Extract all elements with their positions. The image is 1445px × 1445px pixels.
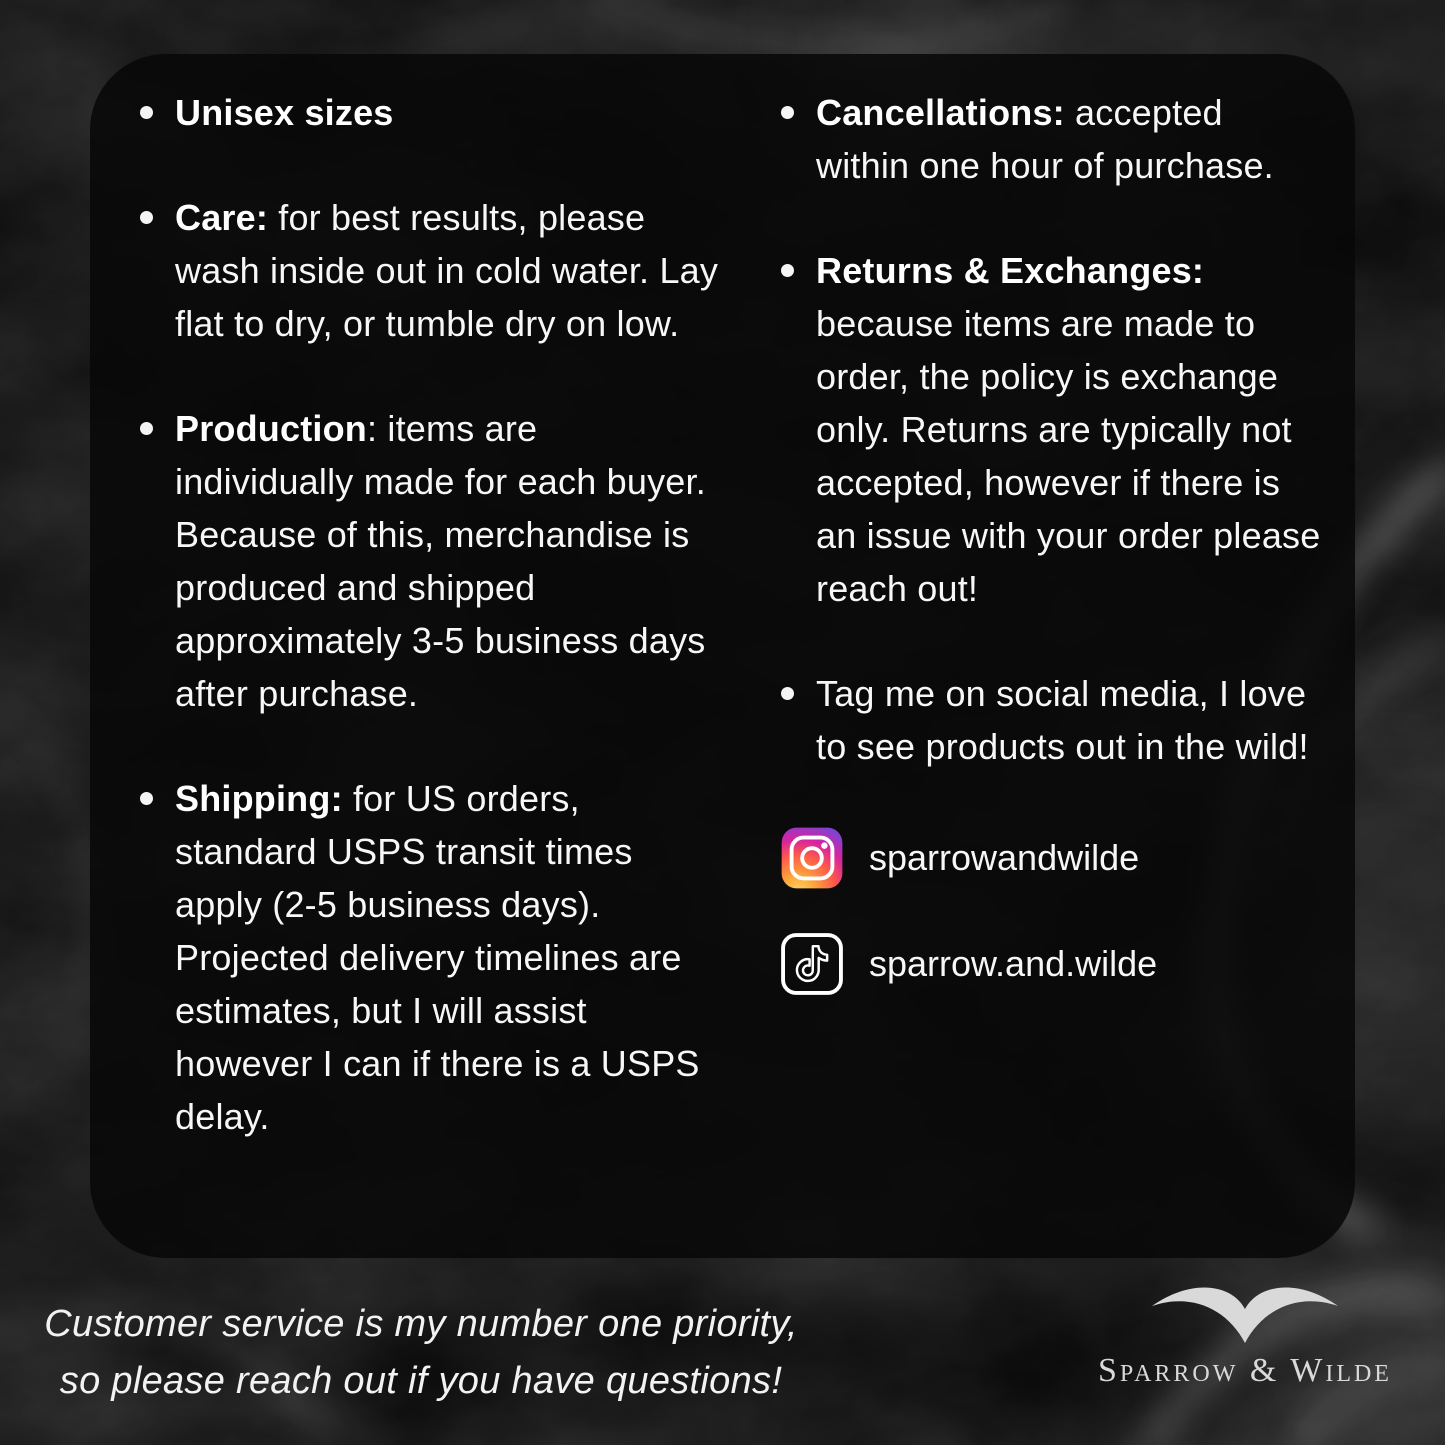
policy-panel: [90, 54, 1355, 1258]
policy-item-cancellations: [781, 86, 1321, 192]
policy-item-body: Tag me on social media, I love to see products out in the wild!: [816, 673, 1309, 767]
policy-item-heading: Production: [175, 408, 367, 449]
customer-service-note: [38, 1296, 804, 1410]
policy-item-body: because items are made to order, the policy is exchange only. Returns are typically not accepted, however if there is an issue with your order please reach out!: [816, 303, 1321, 609]
tiktok-handle: sparrow.and.wilde: [869, 943, 1158, 984]
policy-item-heading: Cancellations:: [816, 92, 1065, 133]
customer-service-note-line2: so please reach out if you have questions!: [59, 1360, 783, 1402]
policy-item-returns-exchanges: [781, 244, 1321, 615]
policy-item-body: for US orders, standard USPS transit times apply (2-5 business days). Projected delivery timelines are estimates, but I will assist however I can if there is a USPS delay.: [175, 778, 700, 1137]
policy-item-unisex-sizes: [140, 86, 725, 139]
brand-logo: [1077, 1278, 1413, 1390]
policy-item-heading: Shipping:: [175, 778, 343, 819]
policy-item-heading: Care:: [175, 197, 269, 238]
policy-item-shipping: [140, 772, 725, 1143]
social-row-tiktok: [781, 933, 1321, 995]
policy-item-body: accepted within one hour of purchase.: [816, 92, 1274, 186]
brand-wordmark: Sparrow & Wilde: [1098, 1352, 1392, 1389]
social-row-instagram: [781, 827, 1321, 889]
bullet-icon: [140, 772, 175, 805]
bullet-icon: [140, 402, 175, 435]
policy-item-tag-social: [781, 667, 1321, 773]
bullet-icon: [140, 86, 175, 119]
policy-item-heading: Returns & Exchanges:: [816, 250, 1205, 291]
policy-item-body: : items are individually made for each buyer. Because of this, merchandise is produced and shipped approximately 3-5 business days after purchase.: [175, 408, 706, 714]
bullet-icon: [781, 86, 816, 119]
bullet-icon: [781, 667, 816, 700]
customer-service-note-line1: Customer service is my number one priority,: [44, 1303, 798, 1345]
bullet-icon: [781, 244, 816, 277]
policy-item-production: [140, 402, 725, 720]
bullet-icon: [140, 191, 175, 224]
tiktok-icon: [781, 933, 843, 995]
bird-logo-icon: [1145, 1278, 1345, 1346]
instagram-icon: [781, 827, 843, 889]
policy-column-right: [781, 86, 1321, 995]
policy-item-heading: Unisex sizes: [175, 92, 394, 133]
policy-column-left: [140, 86, 725, 1143]
policy-item-care: [140, 191, 725, 350]
policy-item-body: for best results, please wash inside out in cold water. Lay flat to dry, or tumble dry on low.: [175, 197, 719, 344]
instagram-handle: sparrowandwilde: [869, 837, 1140, 878]
